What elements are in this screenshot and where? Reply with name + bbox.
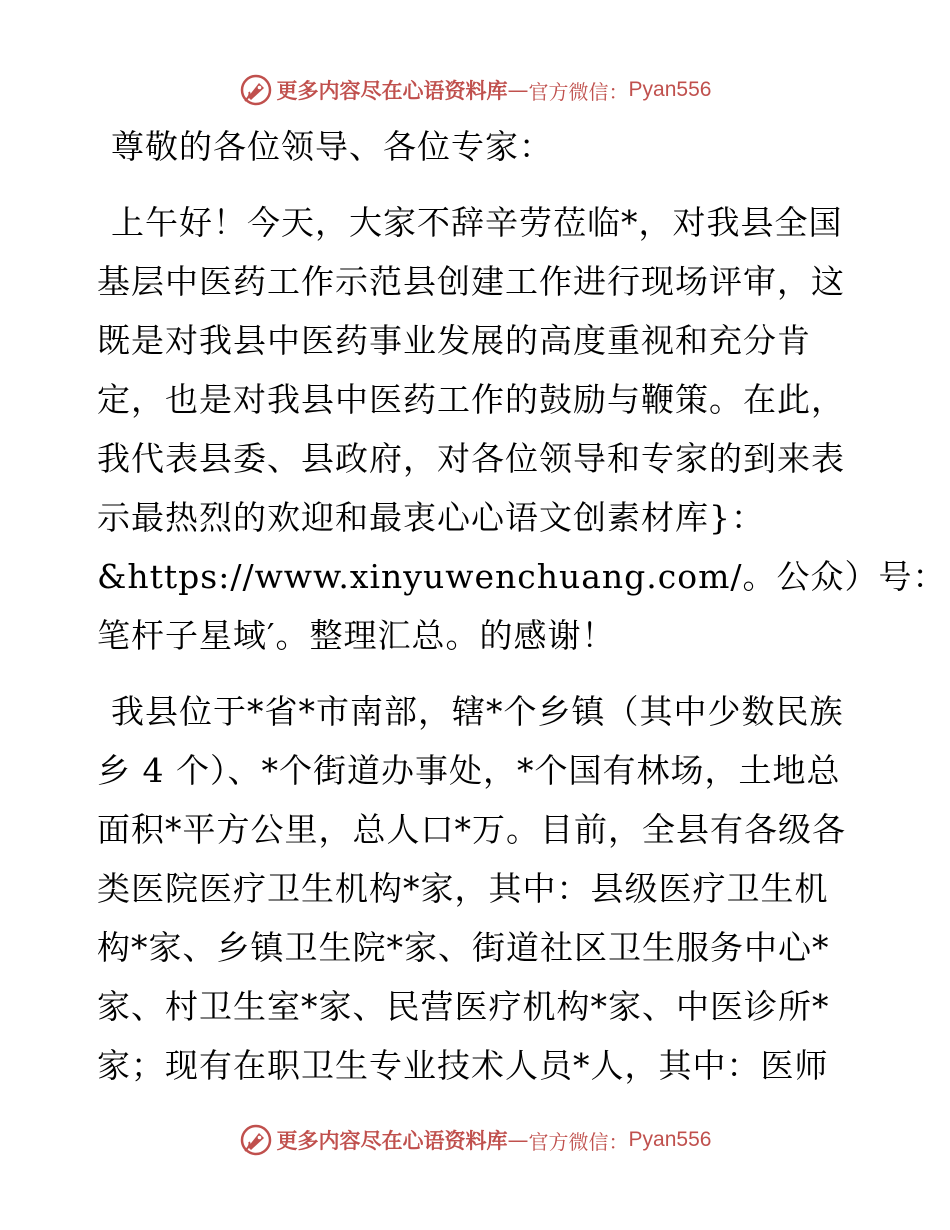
- text-line: 面积*平方公里，总人口*万。目前，全县有各级各: [97, 810, 846, 849]
- text-line: 类医院医疗卫生机构*家，其中：县级医疗卫生机: [97, 869, 829, 908]
- text-line: 我县位于*省*市南部，辖*个乡镇（其中少数民族: [111, 692, 844, 731]
- text-line: 基层中医药工作示范县创建工作进行现场评审，这: [97, 262, 845, 301]
- banner-main-text: 更多内容尽在心语资料库: [276, 78, 508, 103]
- text-line: 乡 4 个）、*个街道办事处，*个国有林场，土地总: [97, 751, 841, 790]
- text-line: 定，也是对我县中医药工作的鼓励与鞭策。在此，: [97, 380, 845, 419]
- banner-separator: —: [507, 1128, 529, 1152]
- salutation: 尊敬的各位领导、各位专家：: [111, 127, 553, 166]
- text-line: 我代表县委、县政府，对各位领导和专家的到来表: [97, 439, 845, 478]
- text-line: 家；现有在职卫生专业技术人员*人，其中：医师: [97, 1046, 829, 1085]
- banner-wechat-id: Pyan556: [628, 1128, 712, 1151]
- text-line: 笔杆子星域′。整理汇总。的感谢！: [97, 616, 616, 655]
- paragraph-county-overview: [97, 682, 857, 1095]
- banner-main-text: 更多内容尽在心语资料库: [276, 1128, 508, 1153]
- text-line: 既是对我县中医药事业发展的高度重视和充分肯: [97, 321, 811, 360]
- text-line: 上午好！今天，大家不辞辛劳莅临*，对我县全国: [111, 203, 843, 242]
- pen-nib-logo-icon: [239, 73, 273, 107]
- pen-nib-logo-icon: [239, 1123, 273, 1157]
- header-banner: [0, 70, 950, 110]
- paragraph-welcome: [97, 193, 947, 665]
- footer-banner: [0, 1120, 950, 1160]
- document-body: [97, 117, 947, 1095]
- banner-wechat-id: Pyan556: [628, 78, 712, 101]
- text-line: 家、村卫生室*家、民营医疗机构*家、中医诊所*: [97, 987, 830, 1026]
- text-line: &https://www.xinyuwenchuang.com/。公众）号：: [97, 557, 947, 596]
- banner-official-label: 官方微信：: [528, 1129, 629, 1154]
- text-line: 示最热烈的欢迎和最衷心心语文创素材库}：: [97, 498, 765, 537]
- banner-separator: —: [507, 78, 529, 102]
- banner-official-label: 官方微信：: [528, 79, 629, 104]
- text-line: 构*家、乡镇卫生院*家、街道社区卫生服务中心*: [97, 928, 830, 967]
